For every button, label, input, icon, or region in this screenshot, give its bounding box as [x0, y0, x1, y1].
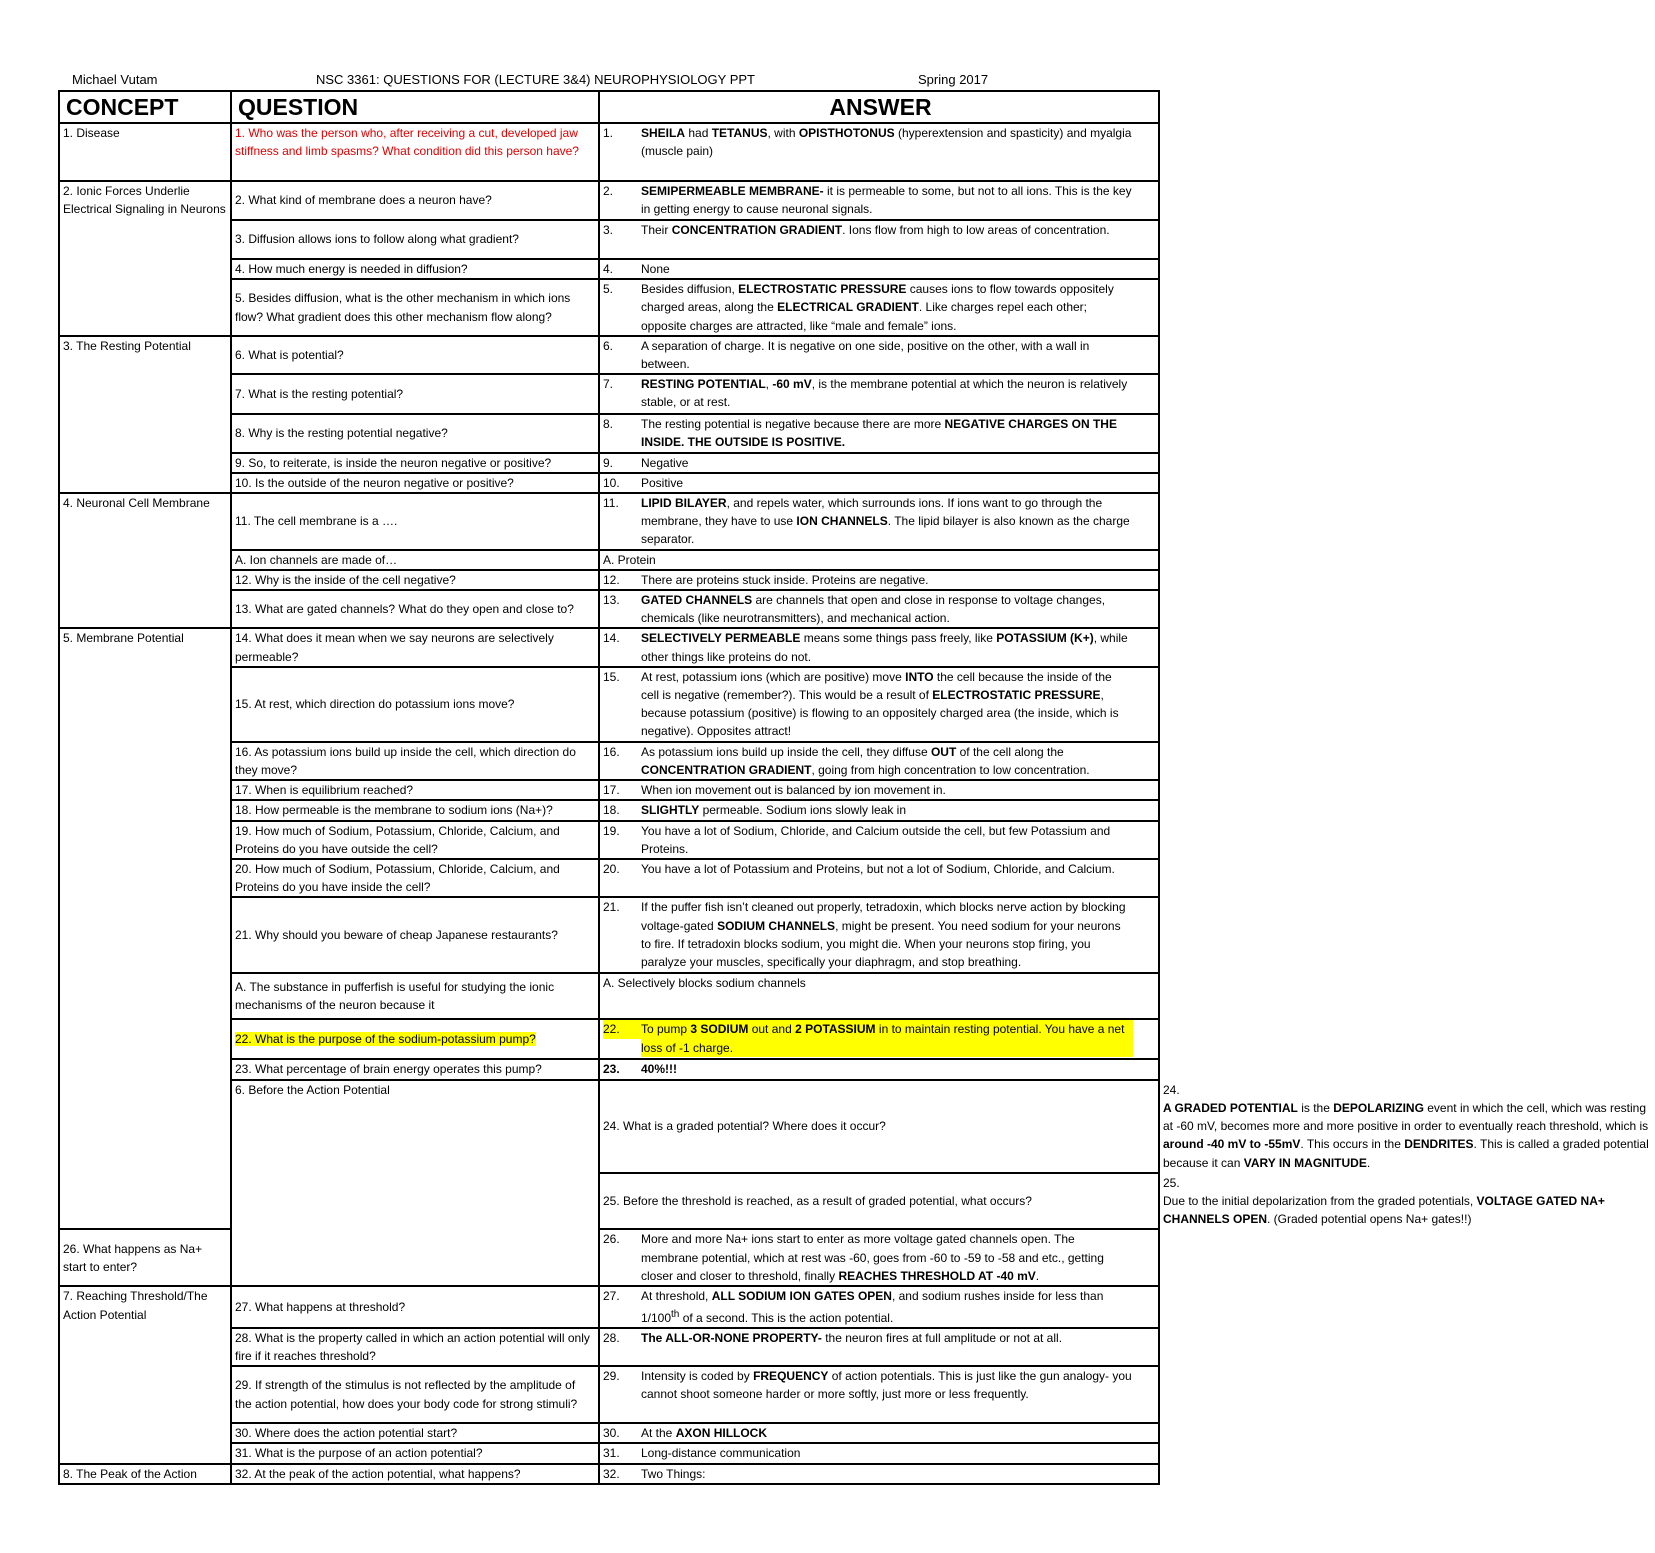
answer-number: 9. [603, 455, 614, 470]
answer-text: You have a lot of Potassium and Proteins, but not a lot of Sodium, Chloride, and Calcium. [641, 862, 1115, 877]
question-cell [231, 628, 599, 666]
answer-number: 27. [603, 1289, 620, 1304]
question-cell [59, 1229, 231, 1286]
concept-cell: 3. The Resting Potential [59, 336, 231, 493]
answer-number: 12. [603, 572, 620, 587]
question-text: 25. Before the threshold is reached, as a result of graded potential, what occurs? [603, 1193, 1032, 1208]
answer-number: 31. [603, 1446, 620, 1461]
answer-number: 30. [603, 1426, 620, 1441]
answer-text: None [641, 262, 670, 276]
table-row [59, 123, 1159, 181]
answer-number: 20. [603, 862, 620, 877]
answer-text: At rest, potassium ions (which are positive) move INTO the cell because the inside of the cell is negative (remember?). This would be a result of ELECTROSTATIC PRESSURE, because potassium (positive) is flowing to an oppositely charged area (the inside, which is negative). Opposites attract! [641, 669, 1119, 739]
answer-cell [599, 859, 1159, 897]
answer-text: SEMIPERMEABLE MEMBRANE- it is permeable to some, but not to all ions. This is the key in getting energy to cause neuronal signals. [641, 184, 1132, 217]
answer-cell [599, 1286, 1159, 1327]
answer-text: You have a lot of Sodium, Chloride, and Calcium outside the cell, but few Potassium and Proteins. [641, 823, 1111, 856]
question-cell [231, 780, 599, 800]
table-header-row [59, 91, 1159, 123]
answer-number: 10. [603, 475, 620, 490]
answer-cell [599, 259, 1159, 279]
answer-text: When ion movement out is balanced by ion movement in. [641, 783, 946, 798]
question-cell [231, 259, 599, 279]
answer-column-header: ANSWER [599, 91, 1159, 123]
answer-text: Two Things: [641, 1466, 706, 1481]
question-text: 19. How much of Sodium, Potassium, Chloride, Calcium, and Proteins do you have outside the cell? [235, 823, 560, 856]
answer-text: SLIGHTLY permeable. Sodium ions slowly leak in [641, 803, 906, 818]
question-cell [231, 973, 599, 1019]
question-text: 17. When is equilibrium reached? [235, 783, 414, 798]
answer-number: 15. [603, 669, 620, 684]
answer-text: Intensity is coded by FREQUENCY of action potentials. This is just like the gun analogy- you cannot shoot someone harder or more softly, just more or less frequently. [641, 1369, 1132, 1402]
answer-number: 14. [603, 631, 620, 646]
question-cell [231, 473, 599, 493]
answer-cell [599, 473, 1159, 493]
question-text: 26. What happens as Na+ start to enter? [63, 1241, 203, 1274]
answer-text: A GRADED POTENTIAL is the DEPOLARIZING event in which the cell, which was resting at -60 mV, becomes more and more positive in order to eventually reach threshold, which is around -40 mV to -55mV. This occurs in the DENDRITES. This is called a graded potential because it can VARY IN MAGNITUDE. [1163, 1100, 1649, 1170]
question-cell [231, 1328, 599, 1366]
answer-cell [599, 1366, 1159, 1423]
question-cell [231, 1443, 599, 1463]
question-text: 8. Why is the resting potential negative? [235, 426, 448, 441]
header-author: Michael Vutam [72, 72, 158, 87]
answer-text: Negative [641, 455, 689, 470]
question-text: 16. As potassium ions build up inside the cell, which direction do they move? [235, 744, 576, 778]
answer-text: At threshold, ALL SODIUM ION GATES OPEN, and sodium rushes inside for less than 1/100th of a second. This is the action potential. [641, 1289, 1104, 1325]
answer-text: Long-distance communication [641, 1446, 801, 1461]
question-text: 14. What does it mean when we say neurons are selectively permeable? [235, 631, 554, 664]
answer-cell [599, 667, 1159, 742]
header-term: Spring 2017 [918, 72, 989, 87]
answer-text: Besides diffusion, ELECTROSTATIC PRESSURE causes ions to flow towards oppositely charged areas, along the ELECTRICAL GRADIENT. Like charges repel each other; opposite charges are attracted, like “male and female” ions. [641, 282, 1114, 333]
question-cell [231, 667, 599, 742]
question-cell [231, 1059, 599, 1079]
answer-text: As potassium ions build up inside the cell, they diffuse OUT of the cell along the CONCENTRATION GRADIENT, going from high concentration to low concentration. [641, 744, 1090, 778]
answer-number: 32. [603, 1466, 620, 1481]
answer-cell [599, 780, 1159, 800]
question-text: 18. How permeable is the membrane to sodium ions (Na+)? [235, 803, 553, 818]
question-cell [231, 590, 599, 628]
question-text: 28. What is the property called in which an action potential will only fire if it reaches threshold? [235, 1330, 590, 1363]
question-text: 23. What percentage of brain energy operates this pump? [235, 1062, 542, 1077]
answer-text: SHEILA had TETANUS, with OPISTHOTONUS (hyperextension and spasticity) and myalgia (muscle pain) [641, 126, 1132, 159]
question-text: 1. Who was the person who, after receiving a cut, developed jaw stiffness and limb spasms? What condition did this person have? [235, 126, 579, 159]
answer-number: 8. [603, 417, 614, 432]
concept-cell: 7. Reaching Threshold/The Action Potential [59, 1286, 231, 1463]
concept-cell: 2. Ionic Forces Underlie Electrical Signaling in Neurons [59, 181, 231, 336]
answer-cell [599, 220, 1159, 259]
answer-text: A separation of charge. It is negative on one side, positive on the other, with a wall in between. [641, 338, 1090, 372]
answer-number: 18. [603, 803, 620, 818]
answer-cell [599, 1328, 1159, 1366]
answer-cell [599, 742, 1159, 780]
question-cell [231, 220, 599, 259]
answer-number: 1. [603, 126, 614, 140]
question-text: 29. If strength of the stimulus is not reflected by the amplitude of the action potential, how does your body code for strong stimuli? [235, 1378, 578, 1411]
answer-cell [599, 279, 1159, 336]
question-text: 24. What is a graded potential? Where does it occur? [603, 1119, 886, 1134]
question-text: 9. So, to reiterate, is inside the neuron negative or positive? [235, 455, 552, 470]
question-text: 21. Why should you beware of cheap Japanese restaurants? [235, 928, 558, 943]
question-text: 22. What is the purpose of the sodium-potassium pump? [235, 1032, 536, 1047]
question-cell [231, 453, 599, 473]
question-text: 32. At the peak of the action potential, what happens? [235, 1466, 521, 1481]
table-row [59, 1229, 1159, 1286]
table-row [59, 181, 1159, 220]
question-text: 12. Why is the inside of the cell negative? [235, 572, 456, 587]
question-column-header: QUESTION [231, 91, 599, 123]
answer-cell [599, 800, 1159, 820]
answer-text: The ALL-OR-NONE PROPERTY- the neuron fires at full amplitude or not at all. [641, 1330, 1063, 1345]
question-cell [231, 336, 599, 374]
question-text: 15. At rest, which direction do potassium ions move? [235, 697, 515, 712]
question-cell [231, 493, 599, 550]
concept-cell: 1. Disease [59, 123, 231, 181]
table-row [59, 336, 1159, 374]
answer-number: 6. [603, 338, 614, 353]
question-text: 4. How much energy is needed in diffusion? [235, 262, 468, 276]
question-cell [599, 1173, 1159, 1230]
qa-table [58, 90, 1649, 1485]
answer-text: 40%!!! [641, 1062, 678, 1077]
answer-number: 19. [603, 823, 620, 838]
answer-number: 2. [603, 184, 614, 198]
answer-cell [599, 181, 1159, 220]
question-text: 5. Besides diffusion, what is the other mechanism in which ions flow? What gradient does this other mechanism flow along? [235, 291, 571, 324]
answer-cell [599, 453, 1159, 473]
table-row [59, 493, 1159, 550]
question-cell [231, 181, 599, 220]
table-row [59, 628, 1159, 666]
answer-number: 3. [603, 223, 614, 237]
answer-text: Their CONCENTRATION GRADIENT. Ions flow from high to low areas of concentration. [641, 223, 1110, 237]
answer-text: More and more Na+ ions start to enter as more voltage gated channels open. The membrane potential, which at rest was -60, goes from -60 to -59 to -58 and etc., getting closer and closer to threshold, finally REACHES THRESHOLD AT -40 mV. [641, 1232, 1104, 1283]
answer-cell [599, 1059, 1159, 1079]
answer-cell [599, 1019, 1159, 1059]
answer-cell [599, 590, 1159, 628]
answer-number: 7. [603, 377, 614, 392]
answer-text: At the AXON HILLOCK [641, 1426, 768, 1441]
question-text: 11. The cell membrane is a …. [235, 514, 398, 529]
answer-text: The resting potential is negative because there are more NEGATIVE CHARGES ON THE INSIDE. THE OUTSIDE IS POSITIVE. [641, 417, 1117, 450]
answer-cell [599, 1443, 1159, 1463]
answer-text: If the puffer fish isn’t cleaned out properly, tetradoxin, which blocks nerve action by blocking voltage-gated SODIUM CHANNELS, might be present. You need sodium for your neurons to fire. If tetradoxin blocks sodium, you might die. When your neurons stop firing, you paralyze your muscles, specifically your diaphragm, and stop breathing. [641, 900, 1126, 970]
answer-text: To pump 3 SODIUM out and 2 POTASSIUM in to maintain resting potential. You have a net loss of -1 charge. [641, 1020, 1133, 1056]
question-text: 7. What is the resting potential? [235, 387, 404, 402]
question-text: 30. Where does the action potential start? [235, 1426, 458, 1441]
question-text: A. The substance in pufferfish is useful for studying the ionic mechanisms of the neuron because it [235, 980, 555, 1013]
concept-cell: 5. Membrane Potential [59, 628, 231, 1229]
question-text: 2. What kind of membrane does a neuron have? [235, 193, 492, 208]
answer-cell [599, 414, 1159, 452]
answer-number: 22. [603, 1020, 641, 1038]
answer-text: There are proteins stuck inside. Proteins are negative. [641, 572, 929, 587]
answer-cell [599, 1423, 1159, 1443]
answer-cell [599, 123, 1159, 181]
question-text: 13. What are gated channels? What do they open and close to? [235, 602, 574, 617]
table-body [59, 123, 1649, 1484]
answer-number: 28. [603, 1330, 620, 1345]
answer-text: GATED CHANNELS are channels that open and close in response to voltage changes, chemicals (like neurotransmitters), and mechanical action. [641, 593, 1106, 626]
question-cell [231, 859, 599, 897]
concept-cell: 4. Neuronal Cell Membrane [59, 493, 231, 628]
answer-number: 17. [603, 783, 620, 798]
answer-text: RESTING POTENTIAL, -60 mV, is the membrane potential at which the neuron is relatively stable, or at rest. [641, 377, 1128, 410]
answer-cell [599, 897, 1159, 973]
answer-cell [599, 1464, 1159, 1484]
answer-number: 5. [603, 282, 614, 297]
answer-cell [599, 493, 1159, 550]
question-text: 20. How much of Sodium, Potassium, Chloride, Calcium, and Proteins do you have inside the cell? [235, 862, 560, 895]
question-cell [231, 279, 599, 336]
answer-cell [599, 570, 1159, 590]
answer-text: A. Selectively blocks sodium channels [603, 976, 806, 991]
answer-cell [599, 973, 1159, 1019]
answer-cell [599, 336, 1159, 374]
answer-number: 24. [1163, 1082, 1180, 1097]
question-cell [231, 550, 599, 570]
answer-number: 23. [603, 1062, 620, 1077]
answer-number: 25. [1163, 1175, 1180, 1190]
question-text: 3. Diffusion allows ions to follow along what gradient? [235, 232, 519, 247]
question-text: 6. What is potential? [235, 347, 344, 362]
question-cell [231, 123, 599, 181]
question-cell [231, 1423, 599, 1443]
answer-text: Positive [641, 475, 684, 490]
answer-text: LIPID BILAYER, and repels water, which surrounds ions. If ions want to go through the membrane, they have to use ION CHANNELS. The lipid bilayer is also known as the charge separator. [641, 496, 1130, 547]
question-text: 27. What happens at threshold? [235, 1299, 406, 1314]
question-cell [231, 570, 599, 590]
question-cell [231, 897, 599, 973]
table-row [59, 1286, 1159, 1327]
question-cell [231, 414, 599, 452]
answer-number: 26. [603, 1232, 620, 1247]
question-cell [231, 800, 599, 820]
question-cell [599, 1080, 1159, 1173]
answer-cell [599, 821, 1159, 859]
question-cell [231, 374, 599, 414]
answer-number: 16. [603, 744, 620, 759]
header-course-title: NSC 3361: QUESTIONS FOR (LECTURE 3&4) NEUROPHYSIOLOGY PPT [316, 72, 755, 87]
answer-cell [599, 550, 1159, 570]
question-cell [231, 1019, 599, 1059]
answer-cell [599, 1229, 1159, 1286]
question-cell [231, 1286, 599, 1327]
question-cell [231, 821, 599, 859]
answer-cell [599, 628, 1159, 666]
answer-number: 4. [603, 262, 614, 276]
answer-text: SELECTIVELY PERMEABLE means some things pass freely, like POTASSIUM (K+), while other things like proteins do not. [641, 631, 1128, 664]
question-cell [231, 1464, 599, 1484]
answer-text: A. Protein [603, 552, 656, 567]
question-cell [231, 1366, 599, 1423]
question-text: A. Ion channels are made of… [235, 552, 398, 567]
answer-text: Due to the initial depolarization from the graded potentials, VOLTAGE GATED NA+ CHANNELS OPEN. (Graded potential opens Na+ gates!!) [1163, 1193, 1605, 1227]
question-text: 10. Is the outside of the neuron negative or positive? [235, 475, 514, 490]
answer-number: 29. [603, 1369, 620, 1384]
concept-column-header: CONCEPT [59, 91, 231, 123]
answer-number: 21. [603, 900, 620, 915]
concept-cell: 6. Before the Action Potential [231, 1080, 599, 1287]
answer-number: 13. [603, 593, 620, 608]
answer-number: 11. [603, 496, 619, 511]
table-row [59, 1464, 1159, 1484]
question-cell [231, 742, 599, 780]
question-text: 31. What is the purpose of an action potential? [235, 1446, 483, 1461]
concept-cell: 8. The Peak of the Action [59, 1464, 231, 1484]
answer-cell [599, 374, 1159, 414]
